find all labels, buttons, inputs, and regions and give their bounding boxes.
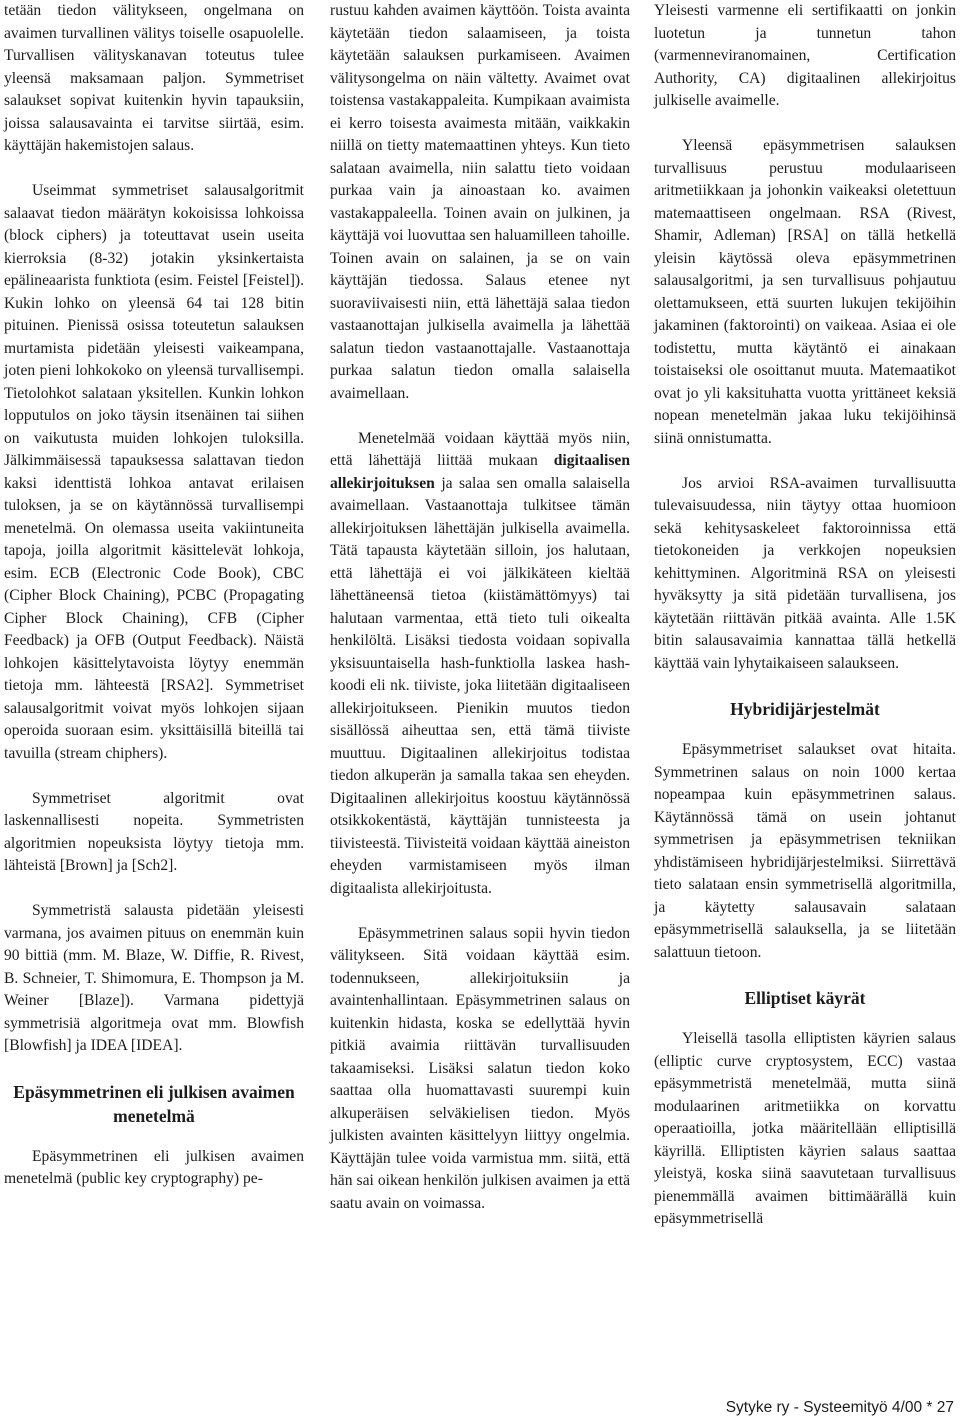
paragraph-symmetric-continuation: tetään tiedon välitykseen, ongelmana on avaimen turvallinen välitys toiselle osapuolelle. Turvallisen välityskanavan toteutus tulee yleensä maksamaan paljon. Symmetriset salaukset sopivat kuitenkin hyvin tapauksiin, joissa salausavainta ei tarvitse siirtää, esim. käyttäjän hakemistojen salaus. bbox=[4, 2, 304, 154]
paragraph-asymmetric-security: Yleensä epäsymmetrisen salauksen turvallisuus perustuu modulaariseen aritmetiikkaan ja johonkin vaikeaksi oletettuun matemaattiseen ongelmaan. RSA (Rivest, Shamir, Adleman) [RSA] on tällä hetkellä yleisin käytössä oleva epäsymmetrinen salausalgoritmi, ja sen turvallisuus pohjautuu olettamukseen, että suurten lukujen tekijöihin jakaminen (faktorointi) on vaikeaa. Asiaa ei ole todistettu, mutta käytäntö ei ainakaan toistaiseksi ole osoittanut muuta. Matemaatikot ovat jo yli kaksituhatta vuotta yrittäneet keksiä nopean menetelmän jakaa luku tekijöihinsä siinä onnistumatta. bbox=[654, 137, 956, 447]
paragraph-symmetric-speed: Symmetriset algoritmit ovat laskennallisesti nopeita. Symmetristen algoritmien nopeuksista löytyy tietoja mm. lähteistä [Brown] ja [Sch2]. bbox=[4, 789, 304, 874]
paragraph-digital-signature bbox=[330, 428, 630, 901]
paragraph-rsa-future: Jos arvioi RSA-avaimen turvallisuutta tulevaisuudessa, niin täytyy ottaa huomioon sekä kehitysaskeleet faktoroinnissa että tietokoneiden ja verkkojen nopeuksien kehittyminen. Algoritminä RSA on yleisesti hyväksytty ja sitä pidetään turvallisena, jos käytetään riittävän pitkää avainta. Alle 1.5K bitin salausavaimia kannattaa tällä hetkellä käyttää vain lyhytaikaiseen salaukseen. bbox=[654, 474, 956, 672]
section-heading-hybrid: Hybridijärjestelmät bbox=[730, 699, 880, 719]
page-footer: Sytyke ry - Systeemityö 4/00 * 27 bbox=[725, 1399, 954, 1416]
paragraph-certificate: Yleisesti varmenne eli sertifikaatti on jonkin luotetun ja tunnetun tahon (varmenneviranomainen, Certification Authority, CA) digitaalinen allekirjoitus julkiselle avaimelle. bbox=[654, 2, 956, 109]
paragraph-asymmetric-intro: Epäsymmetrinen eli julkisen avaimen menetelmä (public key cryptography) pe- bbox=[4, 1147, 304, 1187]
column-right bbox=[654, 0, 956, 1231]
paragraph-asymmetric-continuation: rustuu kahden avaimen käyttöön. Toista avainta käytetään tiedon salaamiseen, ja toista käytetään salauksen purkamiseen. Avaimen välitysongelma on näin vältetty. Avaimet ovat toistensa vastakappaleita. Kumpikaan avaimista ei kerro toisesta avaimesta mitään, vaikkakin niillä on tietty matemaattinen yhteys. Kun tieto salataan avaimella, niin salattu tieto voidaan purkaa vain ja ainoastaan ko. avaimen vastakappaleella. Toinen avain on julkinen, ja käyttäjä voi luovuttaa sen haluamilleen tahoille. Toinen avain on salainen, ja se on vain käyttäjän tiedossa. Salaus etenee nyt suoraviivaisesti niin, että lähettäjä salaa tiedon vastaanottajan julkisella avaimella ja lähettää salatun tiedon vastaanottajalle. Vastaanottaja purkaa salatun tiedon omalla salaisella avaimellaan. bbox=[330, 2, 630, 402]
section-heading-elliptic: Elliptiset käyrät bbox=[744, 988, 866, 1008]
paragraph-block-ciphers: Useimmat symmetriset salausalgoritmit salaavat tiedon määrätyn kokoisissa lohkoissa (block ciphers) ja toteuttavat usein useita kierroksia (8-32) jotakin yksinkertaista epälineaarista funktiota (esim. Feistel [Feistel]). Kukin lohko on yleensä 64 tai 128 bitin pituinen. Pienissä osissa toteutetun salauksen murtamista pidetään yleisesti vaikeampana, joten pieni lohkokoko on yleensä turvallisempi. Tietolohkot salataan yksitellen. Kunkin lohkon lopputulos on joko täysin itsenäinen tai siihen on vaikutusta muiden lohkojen tuloksilla. Jälkimmäisessä tapauksessa salattavan tiedon kaksi identtistä lohkoa antavat erilaisen tuloksen, ja se on käytännössä turvallisempi menetelmä. On olemassa useita vakiintuneita tapoja, joilla algoritmit käsittelevät lohkoja, esim. ECB (Electronic Code Book), CBC (Cipher Block Chaining), PCBC (Propagating Cipher Block Chaining), CFB (Cipher Feedback) ja OFB (Output Feedback). Näistä lohkojen käsittelytavoista löytyy enemmän tietoja mm. lähteestä [RSA2]. Symmetriset salausalgoritmit voivat myös lohkojen sijaan operoida suoraan esim. yksittäisillä biteillä tai tavuilla (stream chiphers). bbox=[4, 182, 304, 762]
signature-text-start: Menetelmää voidaan käyttää myös niin, että lähettäjä liittää mukaan bbox=[330, 429, 630, 469]
paragraph-symmetric-security: Symmetristä salausta pidetään yleisesti varmana, jos avaimen pituus on enemmän kuin 90 bittiä (mm. M. Blaze, W. Diffie, R. Rivest, B. Schneier, T. Shimomura, E. Thompson ja M. Weiner [Blaze]). Varmana pidettyjä symmetrisiä algoritmeja ovat mm. Blowfish [Blowfish] ja IDEA [IDEA]. bbox=[4, 902, 304, 1054]
column-middle bbox=[330, 0, 630, 1215]
section-heading-asymmetric: Epäsymmetrinen eli julkisen avaimen menetelmä bbox=[13, 1081, 295, 1126]
paragraph-elliptic: Yleisellä tasolla elliptisten käyrien salaus (elliptic curve cryptosystem, ECC) vastaa epäsymmetristä menetelmää, mutta siinä modulaarinen aritmetiikka on korvattu operaatioilla, jotka määritellään elliptisillä käyrillä. Elliptisten käyrien salaus saattaa yleistyä, koska siinä saavutetaan turvallisuus pienemmällä avaimen bittimäärällä kuin epäsymmetrisellä bbox=[654, 1030, 956, 1227]
paragraph-asymmetric-usage: Epäsymmetrinen salaus sopii hyvin tiedon välitykseen. Sitä voidaan käyttää esim. todennukseen, allekirjoituksiin ja avaintenhallintaan. Epäsymmetrinen salaus on kuitenkin hidasta, koska se edellyttää hyvin pitkiä avaimia riittävän turvallisuuden takaamiseksi. Lisäksi salatun tiedon koko saattaa olla huomattavasti suurempi kuin alkuperäisen selväkielisen tiedon. Myös julkisten avainten käsittelyyn liittyy ongelmia. Käyttäjän tulee voida varmistua mm. siitä, että hän sai oikean henkilön julkisen avaimen ja että saatu avain on voimassa. bbox=[330, 924, 630, 1212]
digital-signature-term: digitaalisen allekirjoituksen bbox=[330, 452, 630, 492]
paragraph-hybrid: Epäsymmetriset salaukset ovat hitaita. Symmetrinen salaus on noin 1000 kertaa nopeampaa kuin epäsymmetrinen salaus. Käytännössä tämä on usein johtanut symmetrisen ja epäsymmetrisen tekniikan yhdistämiseen hybridijärjestelmiksi. Siirrettävä tieto salataan ensin symmetrisellä algoritmilla, ja käytetty salausavain salataan epäsymmetrisellä salauksella, ja se liitetään salattuun tietoon. bbox=[654, 741, 956, 961]
column-left bbox=[4, 0, 304, 1191]
signature-text-rest: ja salaa sen omalla salaisella avaimellaan. Vastaanottaja tulkitsee tämän allekirjoituksen lähettäjän julkisella avaimella. Tätä tapausta käytetään silloin, jos halutaan, että lähettäjä ei voi jälkikäteen kieltää lähettäneensä tietoa (kiistämättömyys) tai halutaan varmentaa, että tieto tuli oikealta henkilöltä. Lisäksi tiedosta voidaan sopivalla yksisuuntaisella hash-funktiolla laskea hash-koodi eli nk. tiiviste, joka liitetään digitaaliseen allekirjoitukseen. Pienikin muutos tiedon sisällössä aiheuttaa sen, että tämä tiiviste muuttuu. Digitaalinen allekirjoitus todistaa tiedon alkuperän ja samalla takaa sen eheyden. Digitaalinen allekirjoitus koostuu käytännössä otsikkokentästä, käyttäjän tunnisteesta ja tiivisteestä. Tiivisteitä voidaan käyttää aineiston eheyden varmistamiseen myös ilman digitaalista allekirjoitusta. bbox=[330, 474, 630, 897]
